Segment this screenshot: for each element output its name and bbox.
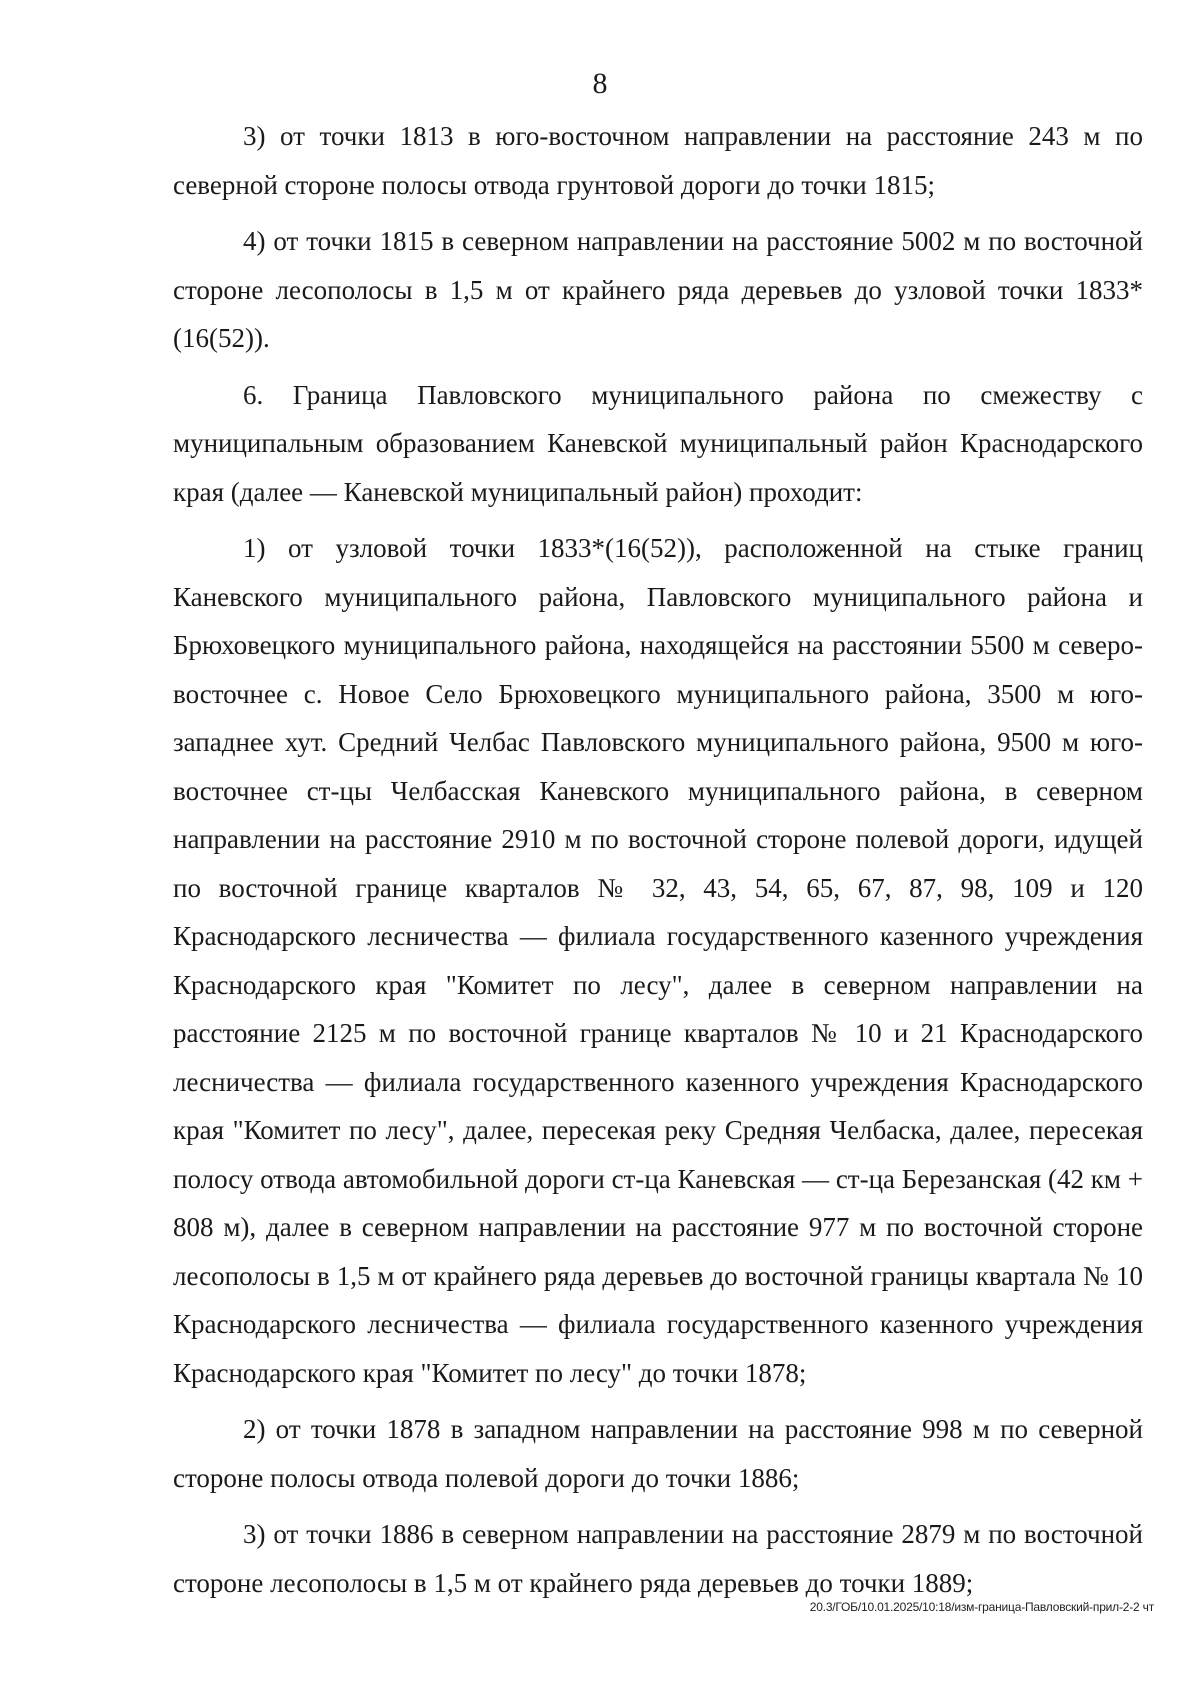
paragraph-item-3-1886: 3) от точки 1886 в северном направлении на расстояние 2879 м по восточной стороне лесополосы в 1,5 м от крайнего ряда деревьев до точки 1889; bbox=[173, 1519, 1143, 1598]
paragraph-section-6: 6. Граница Павловского муниципального района по смежеству с муниципальным образованием Каневской муниципальный район Краснодарского края (далее — Каневской муниципальный район) проходит: bbox=[173, 379, 1143, 507]
paragraph-item-4-1815: 4) от точки 1815 в северном направлении на расстояние 5002 м по восточной стороне лесополосы в 1,5 м от крайнего ряда деревьев до узловой точки 1833*(16(52)). bbox=[173, 226, 1143, 353]
page-number: 8 bbox=[592, 67, 608, 100]
footer-document-code: 20.3/ГОБ/10.01.2025/10:18/изм-граница-Павловский-прил-2-2 чт bbox=[809, 1600, 1154, 1614]
paragraph-item-3-1813: 3) от точки 1813 в юго-восточном направлении на расстояние 243 м по северной стороне полосы отвода грунтовой дороги до точки 1815; bbox=[173, 121, 1143, 200]
paragraph-item-1-1833: 1) от узловой точки 1833*(16(52)), расположенной на стыке границ Каневского муниципального района, Павловского муниципального района и Брюховецкого муниципального района, находящейся на расстоянии 5500 м северо-восточнее с. Новое Село Брюховецкого муниципального района, 3500 м юго-западнее хут. Средний Челбас Павловского муниципального района, 9500 м юго-восточнее ст-цы Челбасская Каневского муниципального района, в северном направлении на расстояние 2910 м по восточной стороне полевой дороги, идущей по восточной границе кварталов № 32, 43, 54, 65, 67, 87, 98, 109 и 120 Краснодарского лесничества — филиала государственного казенного учреждения Краснодарского края "Комитет по лесу", далее в северном направлении на расстояние 2125 м по восточной границе кварталов № 10 и 21 Краснодарского лесничества — филиала государственного казенного учреждения Краснодарского края "Комитет по лесу", далее, пересекая реку Средняя Челбаска, далее, пересекая полосу отвода автомобильной дороги ст-ца Каневская — ст-ца Березанская (42 км + 808 м), далее в северном направлении на расстояние 977 м по восточной стороне лесополосы в 1,5 м от крайнего ряда деревьев до восточной границы квартала № 10 Краснодарского лесничества — филиала государственного казенного учреждения Краснодарского края "Комитет по лесу" до точки 1878; bbox=[173, 533, 1143, 1388]
paragraph-item-2-1878: 2) от точки 1878 в западном направлении на расстояние 998 м по северной стороне полосы отвода полевой дороги до точки 1886; bbox=[173, 1414, 1143, 1493]
document-body bbox=[173, 112, 1143, 1615]
